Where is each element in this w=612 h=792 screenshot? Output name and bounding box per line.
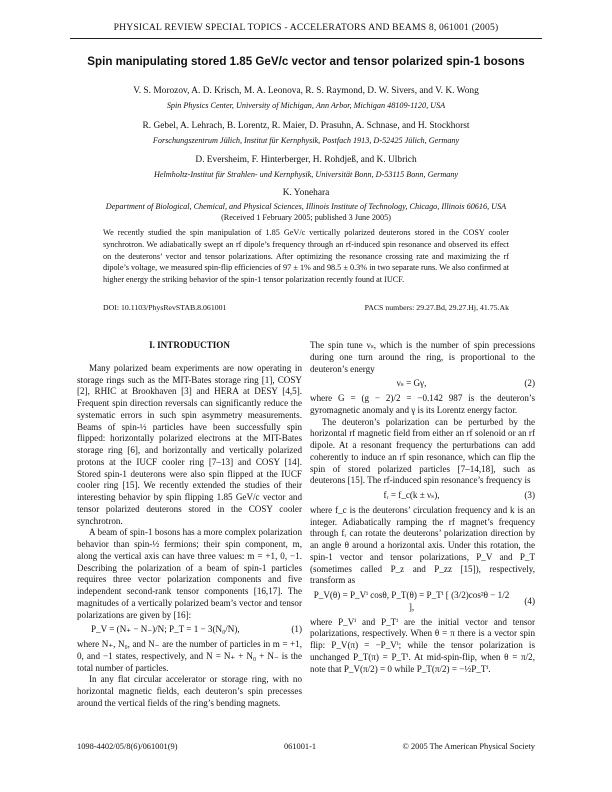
equation-3-number: (3) [524, 490, 535, 500]
equation-4-body: P_V(θ) = P_Vⁱ cosθ, P_T(θ) = P_Tⁱ [ (3/2)cos²θ − 1/2 ], [313, 590, 510, 612]
intro-paragraph-4: In any flat circular accelerator or storage ring, with no horizontal magnetic fields, each deuteron’s spin precesses around the vertical fields of the ring’s bending magnets. [77, 674, 302, 708]
affiliation-1: Spin Physics Center, University of Michigan, Ann Arbor, Michigan 48109-1120, USA [166, 101, 446, 110]
doi-pacs-row [103, 303, 509, 312]
author-list-3: D. Eversheim, F. Hinterberger, H. Rohdjeß, and K. Ulbrich [195, 155, 417, 165]
paper-title: Spin manipulating stored 1.85 GeV/c vector and tensor polarized spin-1 bosons [87, 55, 525, 68]
intro-paragraph-1: Many polarized beam experiments are now operating in storage rings such as the MIT-Bates storage ring [1], COSY [2], RHIC at Brookhaven [3] and HERA at DESY [4,5]. Frequent spin direction reversals can significantly reduce the systematic errors in such spin asymmetry measurements. Beams of spin-½ particles have been successfully spin flipped: horizontally polarized electrons at the MIT-Bates storage ring [6], and horizontally and vertically polarized protons at the IUCF cooler ring [7–13] and COSY [14]. Stored spin-1 deuterons were also spin flipped at the IUCF cooler ring [15]. We recently extended the studies of their interesting behavior by spin flipping 1.85 GeV/c vector and tensor polarized deuterons stored in the COSY cooler synchrotron. [77, 362, 302, 526]
header-rule [70, 38, 542, 39]
equation-2-number: (2) [524, 378, 535, 389]
doi[interactable]: DOI: 10.1103/PhysRevSTAB.8.061001 [103, 303, 227, 312]
running-head: PHYSICAL REVIEW SPECIAL TOPICS - ACCELERATORS AND BEAMS 8, 061001 (2005) [113, 22, 499, 33]
page-footer [77, 742, 535, 751]
spin-flip-paragraph: where P_Vⁱ and P_Tⁱ are the initial vector and tensor polarizations, respectively. When θ = π there is a vector spin flip: P_V(π) = −P_Vⁱ; while the tensor polarization is unchanged P_T(π) = P_Tⁱ. At mid-spin-flip, when θ = π/2, note that P_V(π/2) = 0 while P_T(π/2) = −½P_Tⁱ. [310, 616, 535, 674]
author-list-1: V. S. Morozov, A. D. Krisch, M. A. Leonova, R. S. Raymond, D. W. Sivers, and V. K. Wong [133, 86, 479, 96]
equation-3-body: fᵣ = f_c(k ± νₛ), [383, 490, 440, 500]
author-list-2: R. Gebel, A. Lehrach, B. Lorentz, R. Maier, D. Prasuhn, A. Schnase, and H. Stockhorst [142, 121, 470, 131]
received-date: (Received 1 February 2005; published 3 June 2005) [221, 213, 391, 222]
equation-3 [310, 490, 535, 502]
rf-resonance-paragraph: The deuteron’s polarization can be perturbed by the horizontal rf magnetic field from either an rf solenoid or an rf dipole. At a resonant frequency the perturbations can add coherently to induce an rf spin resonance, which can flip the spin of stored polarized particles [7–14,18], such as deuterons [15]. The rf-induced spin resonance’s frequency is [310, 416, 535, 486]
equation-4-number: (4) [524, 595, 535, 606]
rotation-paragraph: where f_c is the deuterons’ circulation frequency and k is an integer. Adiabatically ramping the rf magnet’s frequency through fᵣ can rotate the deuterons’ polarization direction by an angle θ around a horizontal axis. Under this rotation, the spin-1 vector and tensor polarizations, P_V and P_T (sometimes called P_z and P_zz [15]), respectively, transform as [310, 504, 535, 586]
left-column [77, 340, 302, 710]
equation-2-body: νₛ = Gγ, [396, 378, 427, 389]
equation-4 [310, 590, 535, 614]
author-list-4: K. Yonehara [282, 188, 330, 198]
affiliation-2: Forschungszentrum Jülich, Institut für Kernphysik, Postfach 1913, D-52425 Jülich, Germany [152, 136, 460, 145]
equation-1 [77, 624, 302, 636]
footer-page-number: 061001-1 [283, 742, 317, 751]
intro-paragraph-3: where N₊, N₀, and N₋ are the number of particles in m = +1, 0, and −1 states, respectively, and N = N₊ + N₀ + N₋ is the total number of particles. [77, 639, 302, 673]
intro-paragraph-2: A beam of spin-1 bosons has a more complex polarization behavior than spin-½ fermions; their spin component, m, along the vertical axis can have three values: m = +1, 0, −1. Describing the polarization of a beam of spin-1 particles requires three vector polarization components and five independent second-rank tensor components [16,17]. The magnitudes of a vertically polarized beam’s vector and tensor polarizations are given by [16]: [77, 527, 302, 620]
abstract: We recently studied the spin manipulation of 1.85 GeV/c vertically polarized deuterons stored in the COSY cooler synchrotron. We adiabatically swept an rf dipole’s frequency through an rf-induced spin resonance and observed its effect on the deuterons’ vector and tensor polarizations. After optimizing the resonance crossing rate and maximizing the rf dipole’s voltage, we measured spin-flip efficiencies of 97 ± 1% and 98.5 ± 0.3% in two separate runs. We also confirmed at higher energy the striking behavior of the spin-1 tensor polarization recently found at IUCF. [103, 228, 509, 285]
gyromagnetic-paragraph: where G = (g − 2)/2 = −0.142 987 is the deuteron’s gyromagnetic anomaly and γ is its Lorentz energy factor. [310, 393, 535, 415]
equation-2 [310, 378, 535, 390]
right-column [310, 340, 535, 675]
pacs-numbers: PACS numbers: 29.27.Bd, 29.27.Hj, 41.75.Ak [364, 303, 509, 312]
equation-1-body: P_V = (N₊ − N₋)/N; P_T = 1 − 3(N₀/N), [91, 624, 240, 635]
affiliation-4: Department of Biological, Chemical, and Physical Sciences, Illinois Institute of Technology, Chicago, Illinois 60616, USA [105, 202, 507, 211]
footer-copyright: © 2005 The American Physical Society [402, 742, 535, 751]
section-title: I. INTRODUCTION [149, 340, 230, 350]
equation-1-number: (1) [291, 624, 302, 635]
footer-issn: 1098-4402/05/8(6)/061001(9) [77, 742, 178, 751]
affiliation-3: Helmholtz-Institut für Strahlen- und Kernphysik, Universität Bonn, D-53115 Bonn, Germany [153, 170, 459, 179]
spin-tune-paragraph: The spin tune νₛ, which is the number of spin precessions during one turn around the ring, is proportional to the deuteron’s energy [310, 340, 535, 374]
